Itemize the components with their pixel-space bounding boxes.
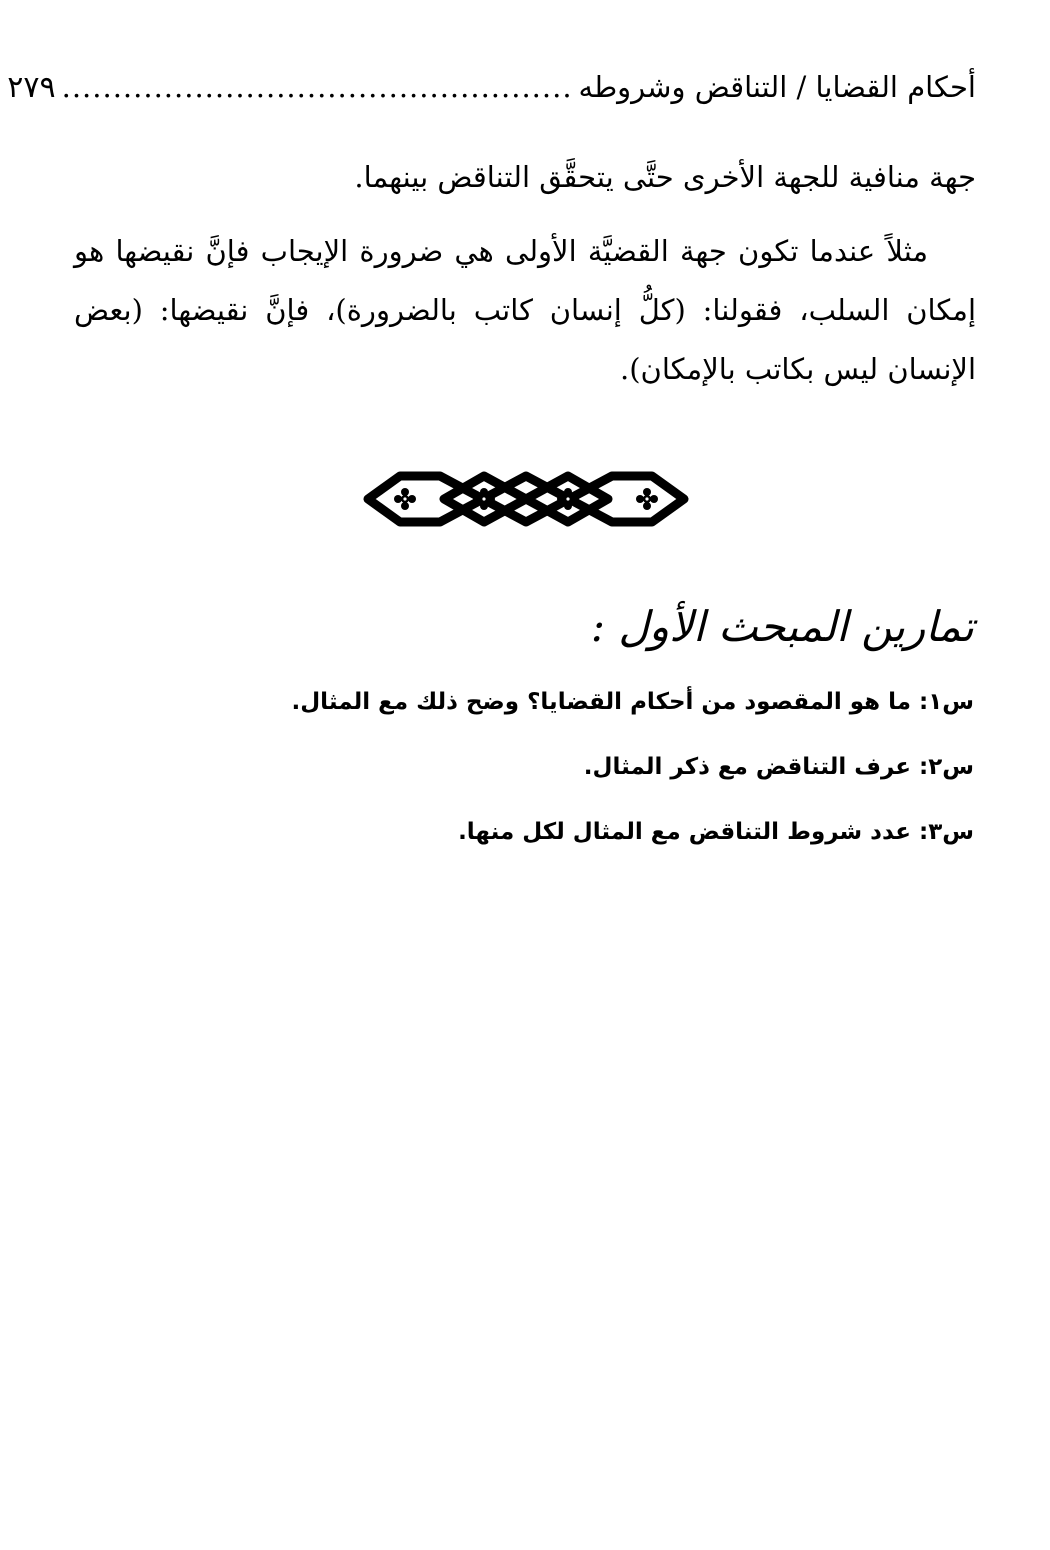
exercises-heading: تمارين المبحث الأول : bbox=[590, 602, 974, 651]
chapter-title: أحكام القضايا / التناقض وشروطه bbox=[578, 70, 976, 104]
question-3: س٣: عدد شروط التناقض مع المثال لكل منها. bbox=[458, 819, 974, 845]
questions-list bbox=[74, 680, 974, 875]
question-1: س١: ما هو المقصود من أحكام القضايا؟ وضح ذلك مع المثال. bbox=[291, 689, 974, 715]
decorative-divider-icon bbox=[360, 468, 692, 530]
running-header bbox=[7, 62, 976, 112]
page-number: ٢٧٩ bbox=[7, 70, 56, 105]
paragraph-1: جهة منافية للجهة الأخرى حتَّى يتحقَّق التناقض بينهما. bbox=[354, 160, 976, 194]
leader-dots: .................................................. bbox=[61, 70, 573, 104]
question-2: س٢: عرف التناقض مع ذكر المثال. bbox=[583, 754, 974, 780]
paragraph-2: مثلاً عندما تكون جهة القضيَّة الأولى هي ضرورة الإيجاب فإنَّ نقيضها هو إمكان السلب، فقولنا: (كلُّ إنسان كاتب بالضرورة)، فإنَّ نقيضها: (بعض الإنسان ليس بكاتب بالإمكان). bbox=[74, 234, 976, 386]
